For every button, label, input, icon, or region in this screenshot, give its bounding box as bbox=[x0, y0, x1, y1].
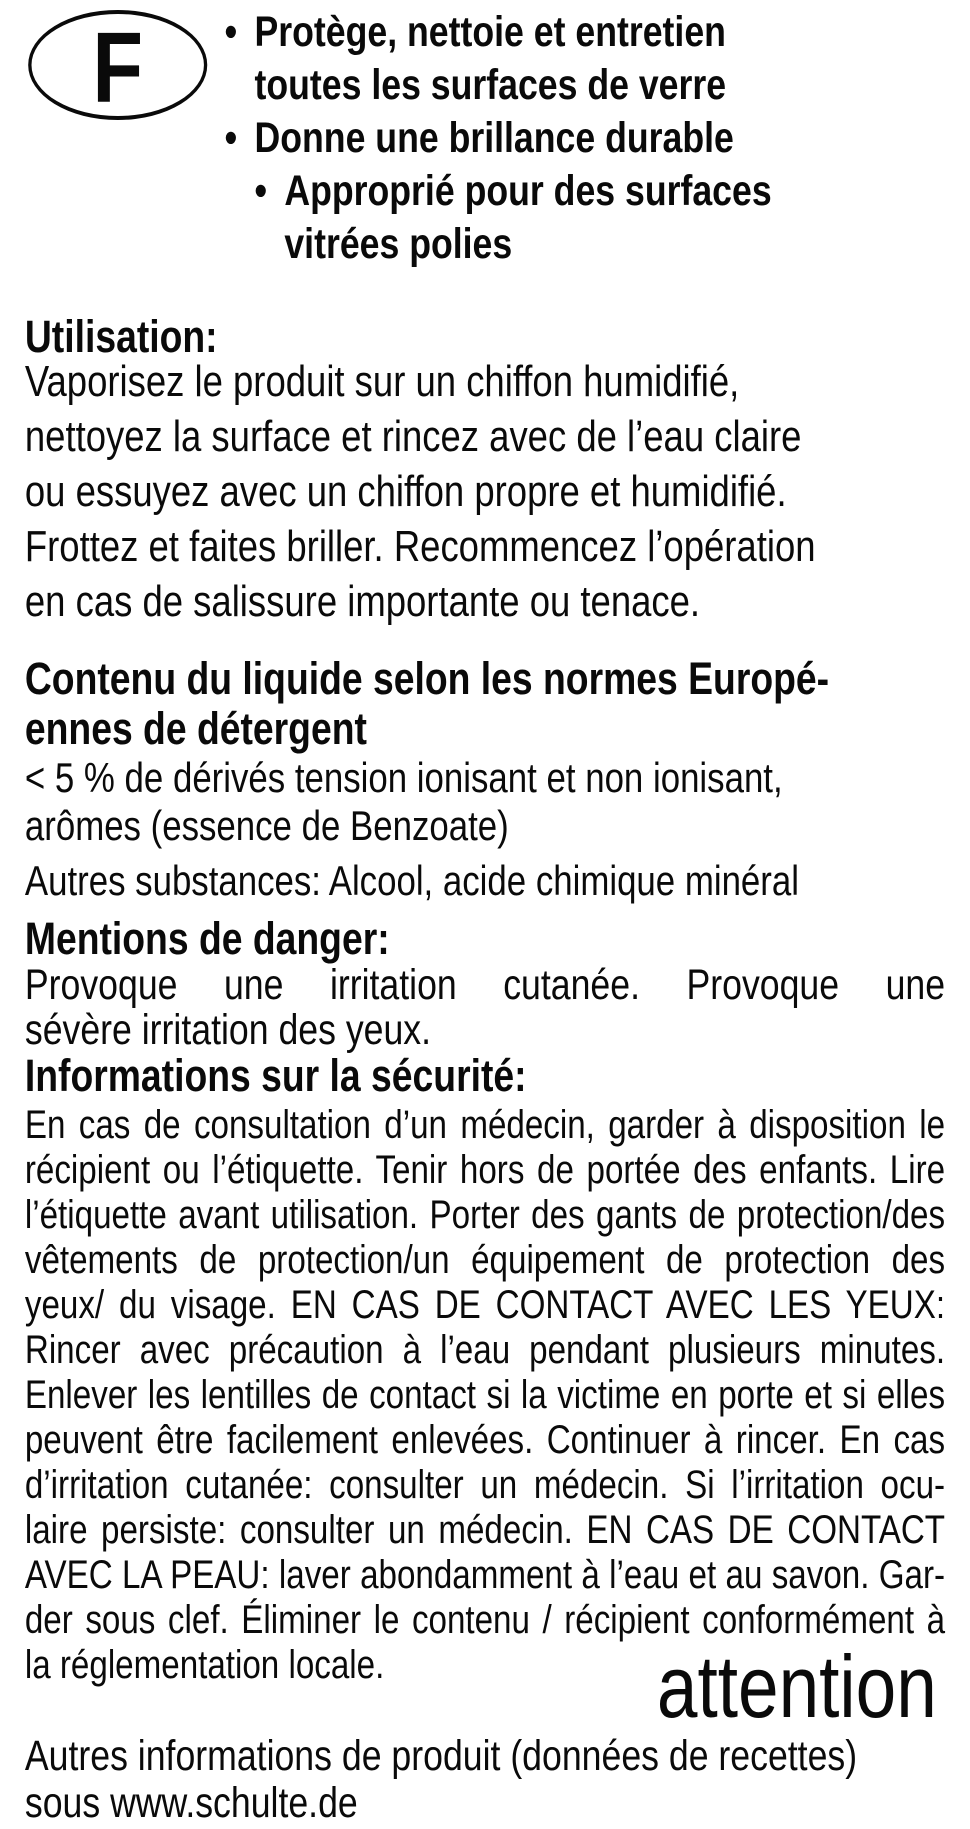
text-line: vêtements de protection/un équipement de protection des bbox=[24, 1238, 946, 1282]
text-line: der sous clef. Éliminer le contenu / récipient conformément à bbox=[24, 1598, 946, 1642]
bullet-icon: • bbox=[224, 114, 238, 162]
list-item-text bbox=[255, 112, 734, 165]
text-line: Enlever les lentilles de contact si la victime en porte et si elles bbox=[24, 1373, 946, 1417]
text-line: d’irritation cutanée: consulter un médecin. Si l’irritation ocu- bbox=[24, 1463, 946, 1507]
country-code-letter: F bbox=[92, 12, 144, 124]
website-url: sous www.schulte.de bbox=[24, 1779, 358, 1827]
usage-paragraph bbox=[25, 354, 945, 629]
text-line: AVEC LA PEAU: laver abondamment à l’eau et au savon. Gar- bbox=[24, 1553, 946, 1597]
text-line: l’étiquette avant utilisation. Porter des gants de protection/des bbox=[24, 1193, 946, 1237]
text-line: toutes les surfaces de verre bbox=[254, 61, 727, 109]
text-line: nettoyez la surface et rincez avec de l’eau claire bbox=[24, 412, 802, 461]
text-line: laire persiste: consulter un médecin. EN CAS DE CONTACT bbox=[24, 1508, 946, 1552]
text-line: Protège, nettoie et entretien bbox=[254, 8, 726, 56]
section-heading-danger: Mentions de danger: bbox=[24, 913, 390, 964]
text-line: Frottez et faites briller. Recommencez l’opération bbox=[24, 522, 816, 571]
text-line: récipient ou l’étiquette. Tenir hors de portée des enfants. Lire bbox=[24, 1148, 946, 1192]
text-line: yeux/ du visage. EN CAS DE CONTACT AVEC LES YEUX: bbox=[24, 1283, 946, 1327]
bullet-icon: • bbox=[254, 167, 267, 215]
text-line: Autres informations de produit (données de recettes) bbox=[24, 1732, 858, 1780]
danger-paragraph bbox=[25, 963, 945, 1053]
text-line: En cas de consultation d’un médecin, garder à disposition le bbox=[24, 1103, 946, 1147]
bullet-icon: • bbox=[224, 8, 238, 56]
france-oval-badge bbox=[28, 10, 207, 124]
text-line: ennes de détergent bbox=[24, 703, 367, 754]
contents-paragraph bbox=[25, 754, 945, 850]
text-line: ou essuyez avec un chiffon propre et humidifié. bbox=[24, 467, 787, 516]
text-line: la réglementation locale. bbox=[24, 1643, 385, 1687]
text-line: < 5 % de dérivés tension ionisant et non ionisant, bbox=[24, 754, 783, 801]
other-substances-line: Autres substances: Alcool, acide chimique minéral bbox=[24, 857, 800, 904]
text-line: Contenu du liquide selon les normes Europé- bbox=[24, 653, 830, 704]
text-line: arômes (essence de Benzoate) bbox=[24, 802, 509, 849]
list-item-text bbox=[255, 6, 727, 112]
text-line: peuvent être facilement enlevées. Continuer à rincer. En cas bbox=[24, 1418, 946, 1462]
text-line: Rincer avec précaution à l’eau pendant plusieurs minutes. bbox=[24, 1328, 946, 1372]
list-item bbox=[255, 165, 946, 271]
section-heading-contents bbox=[25, 654, 945, 754]
text-line: vitrées polies bbox=[284, 220, 513, 268]
list-item-text bbox=[284, 165, 771, 271]
text-line: Approprié pour des surfaces bbox=[284, 167, 772, 215]
text-line: en cas de salissure importante ou tenace. bbox=[24, 577, 701, 626]
footer-note bbox=[25, 1733, 945, 1827]
signal-word-attention: attention bbox=[656, 1637, 937, 1736]
text-line: sévère irritation des yeux. bbox=[24, 1006, 432, 1054]
section-heading-safety: Informations sur la sécurité: bbox=[24, 1050, 527, 1101]
list-item bbox=[225, 6, 945, 112]
text-line: Provoque une irritation cutanée. Provoque une bbox=[24, 961, 946, 1009]
list-item bbox=[225, 112, 945, 165]
text-line: Donne une brillance durable bbox=[254, 114, 734, 162]
section-heading-usage: Utilisation: bbox=[24, 311, 218, 362]
safety-paragraph bbox=[25, 1103, 945, 1688]
text-line: Vaporisez le produit sur un chiffon humidifié, bbox=[24, 357, 740, 406]
